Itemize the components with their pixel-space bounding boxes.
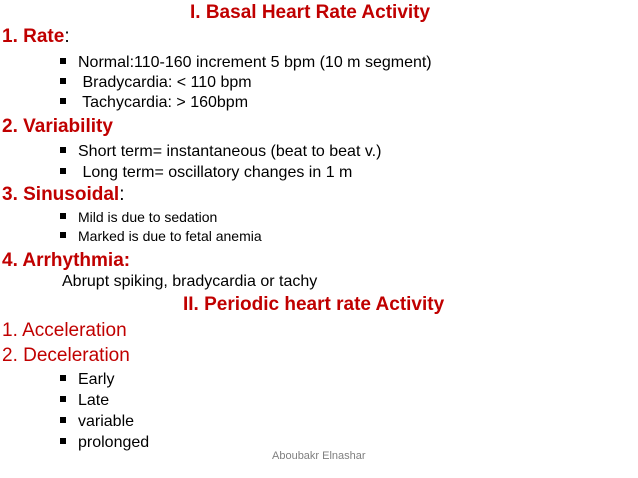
section-title-periodic: II. Periodic heart rate Activity xyxy=(183,294,445,315)
list-item-text: Normal:110-160 increment 5 bpm (10 m segment) xyxy=(78,54,432,71)
square-bullet-icon xyxy=(60,168,66,174)
heading-sinusoidal xyxy=(2,184,124,206)
square-bullet-icon xyxy=(60,98,66,104)
square-bullet-icon xyxy=(60,438,66,444)
square-bullet-icon xyxy=(60,147,66,153)
list-item-text: Short term= instantaneous (beat to beat v.) xyxy=(78,143,382,160)
list-item-text: Long term= oscillatory changes in 1 m xyxy=(78,164,353,181)
list-item xyxy=(60,228,262,244)
heading-rate-colon: : xyxy=(64,26,70,47)
list-item-text: Mild is due to sedation xyxy=(78,209,218,225)
list-item xyxy=(60,94,248,112)
square-bullet-icon xyxy=(60,232,66,238)
list-item xyxy=(60,413,134,431)
periodic-item-deceleration: 2. Deceleration xyxy=(2,345,130,366)
heading-arrhythmia: 4. Arrhythmia: xyxy=(2,250,131,271)
section-title-basal: I. Basal Heart Rate Activity xyxy=(190,2,431,23)
arrhythmia-text: Abrupt spiking, bradycardia or tachy xyxy=(62,273,318,290)
footer-author: Aboubakr Elnashar xyxy=(272,450,366,462)
square-bullet-icon xyxy=(60,396,66,402)
heading-rate-label: 1. Rate xyxy=(2,26,65,47)
list-item-text: prolonged xyxy=(78,434,150,451)
square-bullet-icon xyxy=(60,417,66,423)
heading-variability: 2. Variability xyxy=(2,116,113,137)
list-item xyxy=(60,143,381,161)
list-item-text: Marked is due to fetal anemia xyxy=(78,228,262,244)
list-item xyxy=(60,392,109,410)
list-item-text: Late xyxy=(78,392,110,409)
square-bullet-icon xyxy=(60,78,66,84)
square-bullet-icon xyxy=(60,58,66,64)
list-item-text: Tachycardia: > 160bpm xyxy=(78,94,249,111)
heading-rate xyxy=(2,26,70,48)
list-item-text: Bradycardia: < 110 bpm xyxy=(78,74,252,91)
list-item xyxy=(60,164,352,182)
periodic-item-acceleration: 1. Acceleration xyxy=(2,320,127,341)
heading-sinusoidal-label: 3. Sinusoidal xyxy=(2,184,120,205)
square-bullet-icon xyxy=(60,375,66,381)
list-item xyxy=(60,54,432,72)
list-item-text: variable xyxy=(78,413,135,430)
list-item xyxy=(60,434,149,452)
list-item xyxy=(60,74,252,92)
list-item-text: Early xyxy=(78,371,115,388)
square-bullet-icon xyxy=(60,213,66,219)
list-item xyxy=(60,209,217,225)
list-item xyxy=(60,371,114,389)
heading-sinusoidal-colon: : xyxy=(119,184,125,205)
